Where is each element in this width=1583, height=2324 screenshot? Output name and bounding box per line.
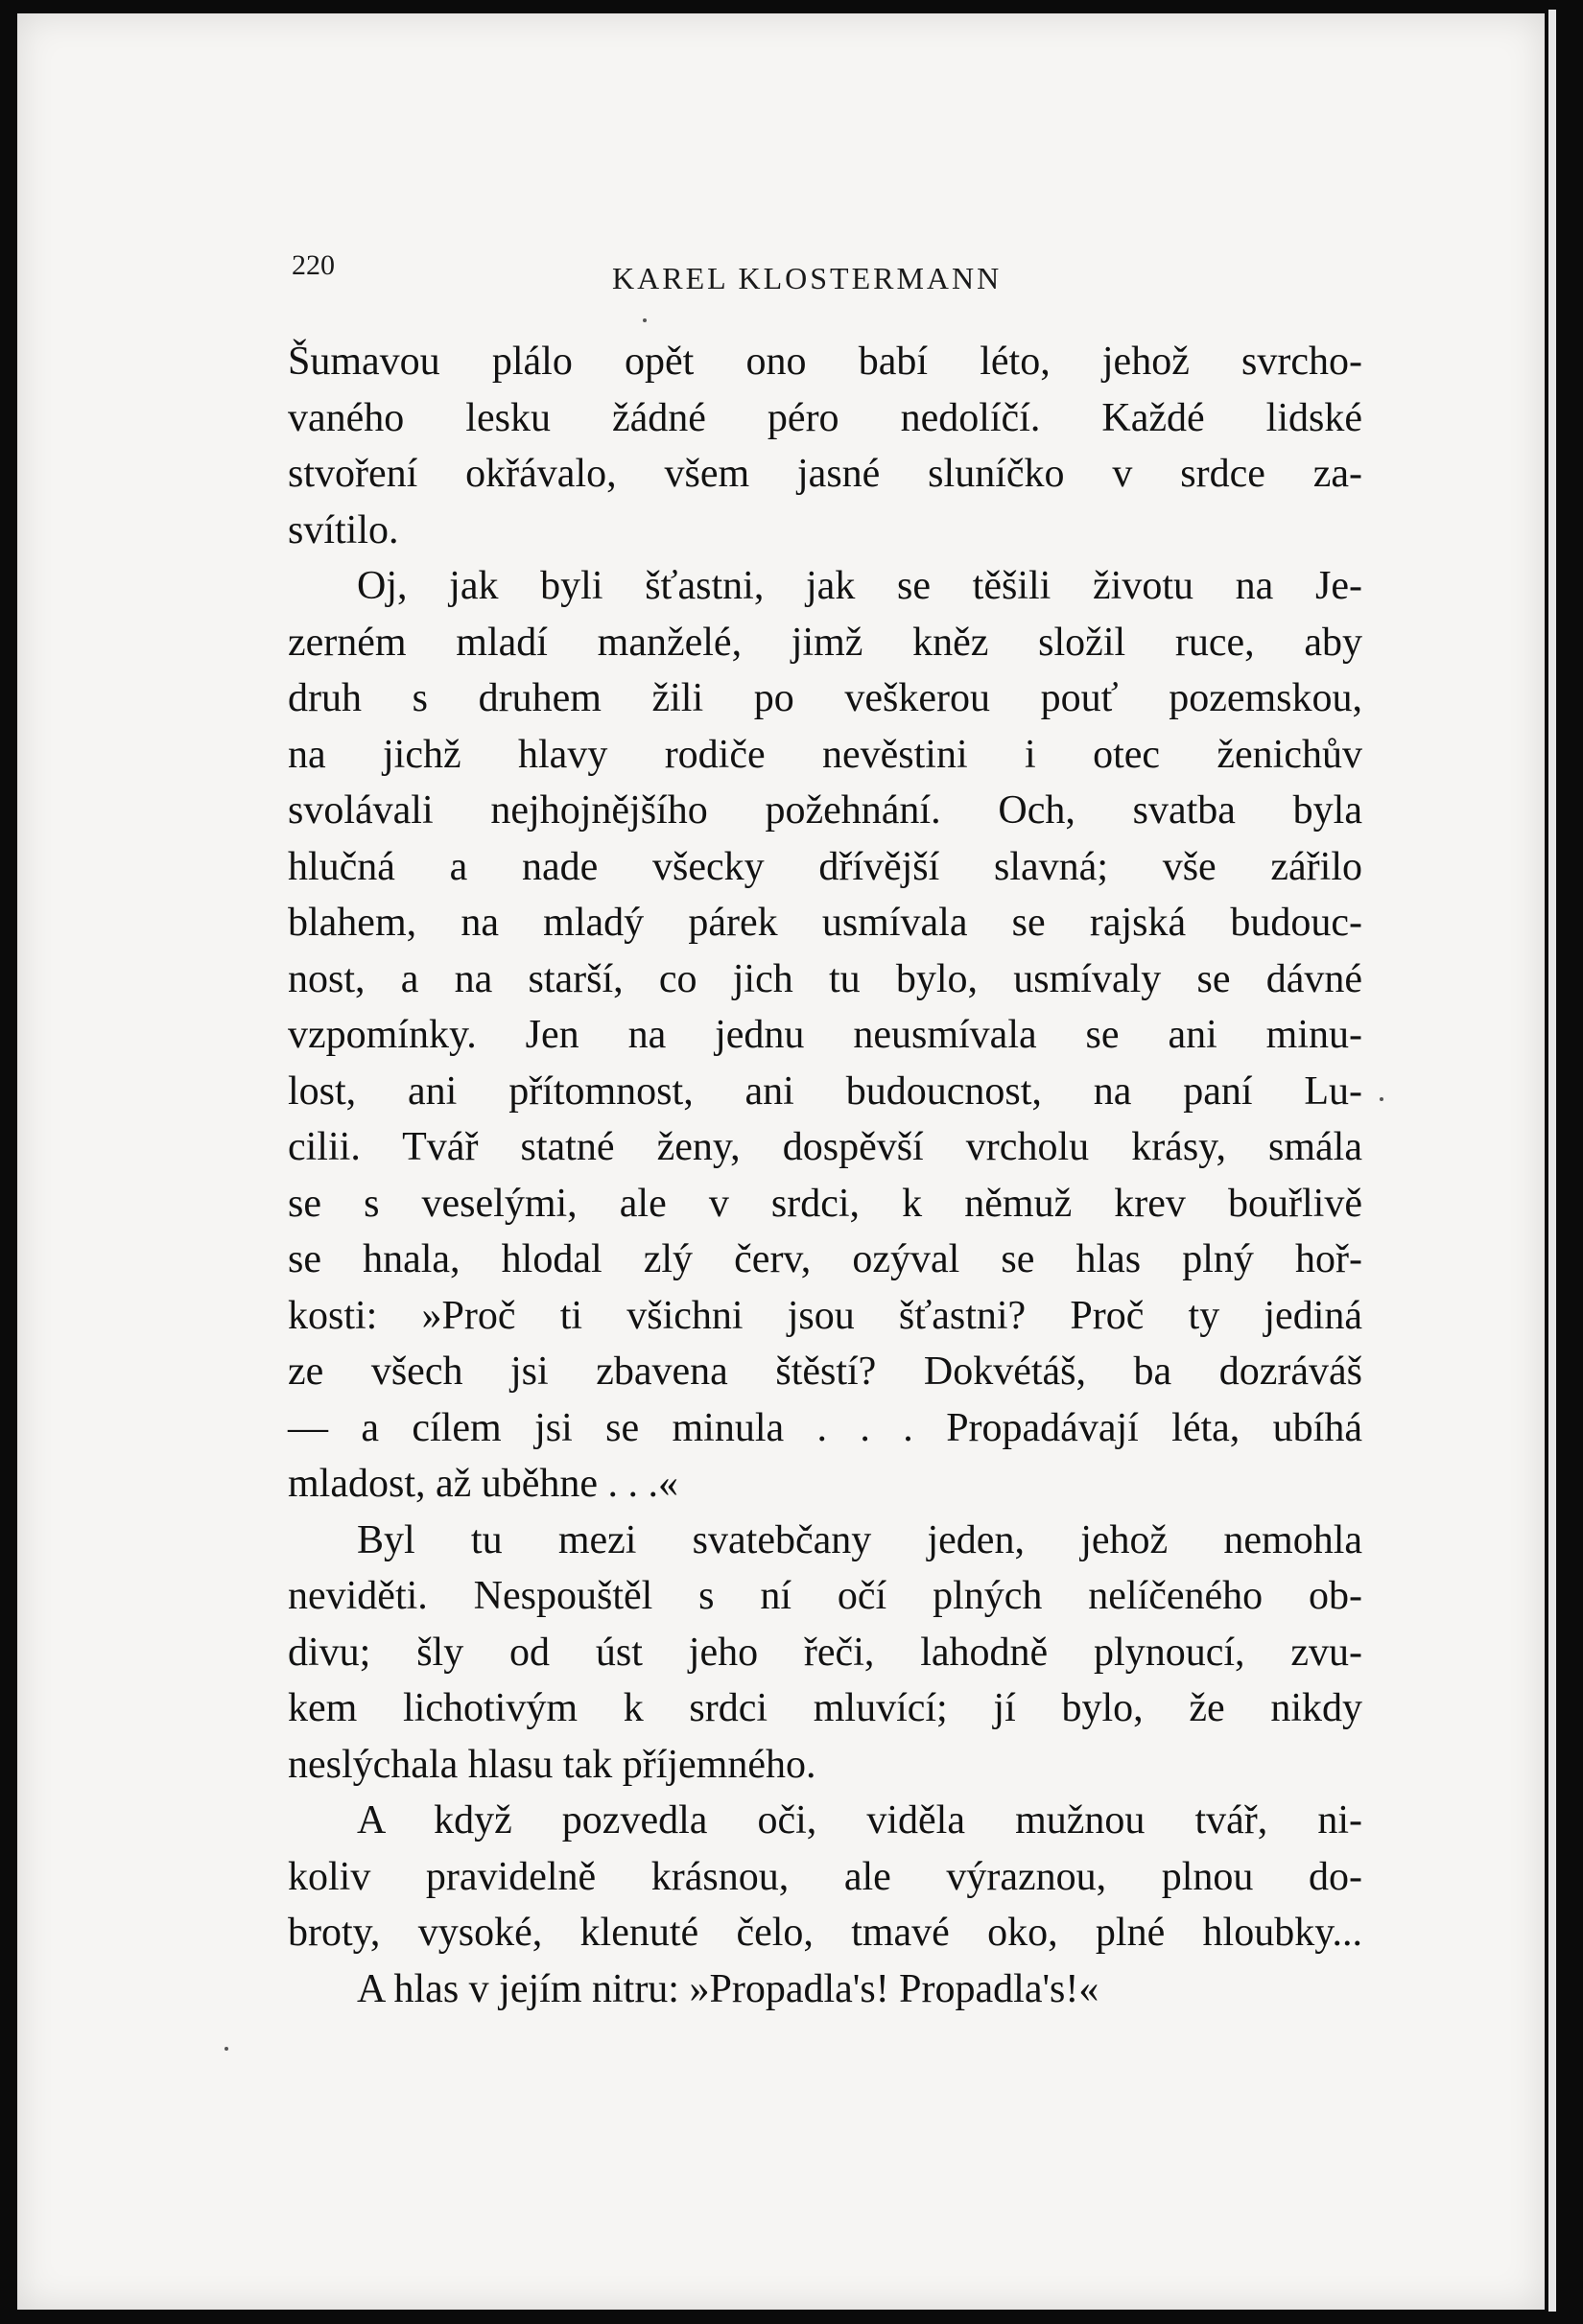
text-line: ze všech jsi zbavena štěstí? Dokvétáš, ba dozráváš [288,1350,1362,1394]
running-head [17,238,1545,295]
text-line: cilii. Tvář statné ženy, dospěvší vrcholu krásy, smála [288,1125,1362,1169]
text-line: nost, a na starší, co jich tu bylo, usmívaly se dávné [288,956,1362,1001]
text-line: vaného lesku žádné péro nedolíčí. Každé lidské [288,395,1362,440]
text-line: kem lichotivým k srdci mluvící; jí bylo, že nikdy [288,1686,1362,1730]
text-line: se s veselými, ale v srdci, k němuž krev bouřlivě [288,1181,1362,1226]
text-line: se hnala, hlodal zlý červ, ozýval se hlas plný hoř- [288,1237,1362,1281]
text-line: blahem, na mladý párek usmívala se rajská budouc- [288,901,1362,945]
text-line: divu; šly od úst jeho řeči, lahodně plynoucí, zvu- [288,1630,1362,1675]
text-line: vzpomínky. Jen na jednu neusmívala se ani minu- [288,1013,1362,1057]
text-line: broty, vysoké, klenuté čelo, tmavé oko, plné hloubky... [288,1911,1362,1955]
text-line: hlučná a nade všecky dřívější slavná; vše zářilo [288,844,1362,889]
text-line: kosti: »Proč ti všichni jsou šťastni? Proč ty jediná [288,1293,1362,1338]
text-line: mladost, až uběhne . . .« [288,1462,679,1506]
text-line: druh s druhem žili po veškerou pouť pozemskou, [288,676,1362,720]
paper-speck [1380,1097,1383,1101]
text-line: — a cílem jsi se minula . . . Propadávají léta, ubíhá [288,1405,1362,1450]
text-line: svolávali nejhojnějšího požehnání. Och, svatba byla [288,788,1362,833]
text-line: neviděti. Nespouštěl s ní očí plných nelíčeného ob- [288,1574,1362,1618]
paper-speck [224,2047,228,2051]
text-line: neslýchala hlasu tak příjemného. [288,1742,816,1787]
adjacent-page-edge [1548,10,1556,2312]
text-line: lost, ani přítomnost, ani budoucnost, na paní Lu- [288,1068,1362,1114]
page-number: 220 [292,249,335,281]
text-line: A hlas v jejím nitru: »Propadla's! Propadla's!« [357,1966,1099,2011]
text-line: svítilo. [288,507,399,552]
running-head-author: KAREL KLOSTERMANN [612,261,1003,295]
paper-speck [643,318,647,322]
text-line: A když pozvedla oči, viděla mužnou tvář, ni- [357,1798,1362,1843]
book-page [17,13,1545,2310]
text-line: Šumavou plálo opět ono babí léto, jehož svrcho- [288,340,1362,384]
text-line: zerném mladí manželé, jimž kněz složil ruce, aby [288,620,1362,665]
text-line: Oj, jak byli šťastni, jak se těšili životu na Je- [357,564,1362,608]
text-line: koliv pravidelně krásnou, ale výraznou, plnou do- [288,1854,1362,1899]
text-line: Byl tu mezi svatebčany jeden, jehož nemohla [357,1517,1362,1562]
text-line: stvoření okřávalo, všem jasné sluníčko v srdce za- [288,452,1362,496]
body-text [288,334,1362,2017]
text-line: na jichž hlavy rodiče nevěstini i otec ženichův [288,732,1362,777]
